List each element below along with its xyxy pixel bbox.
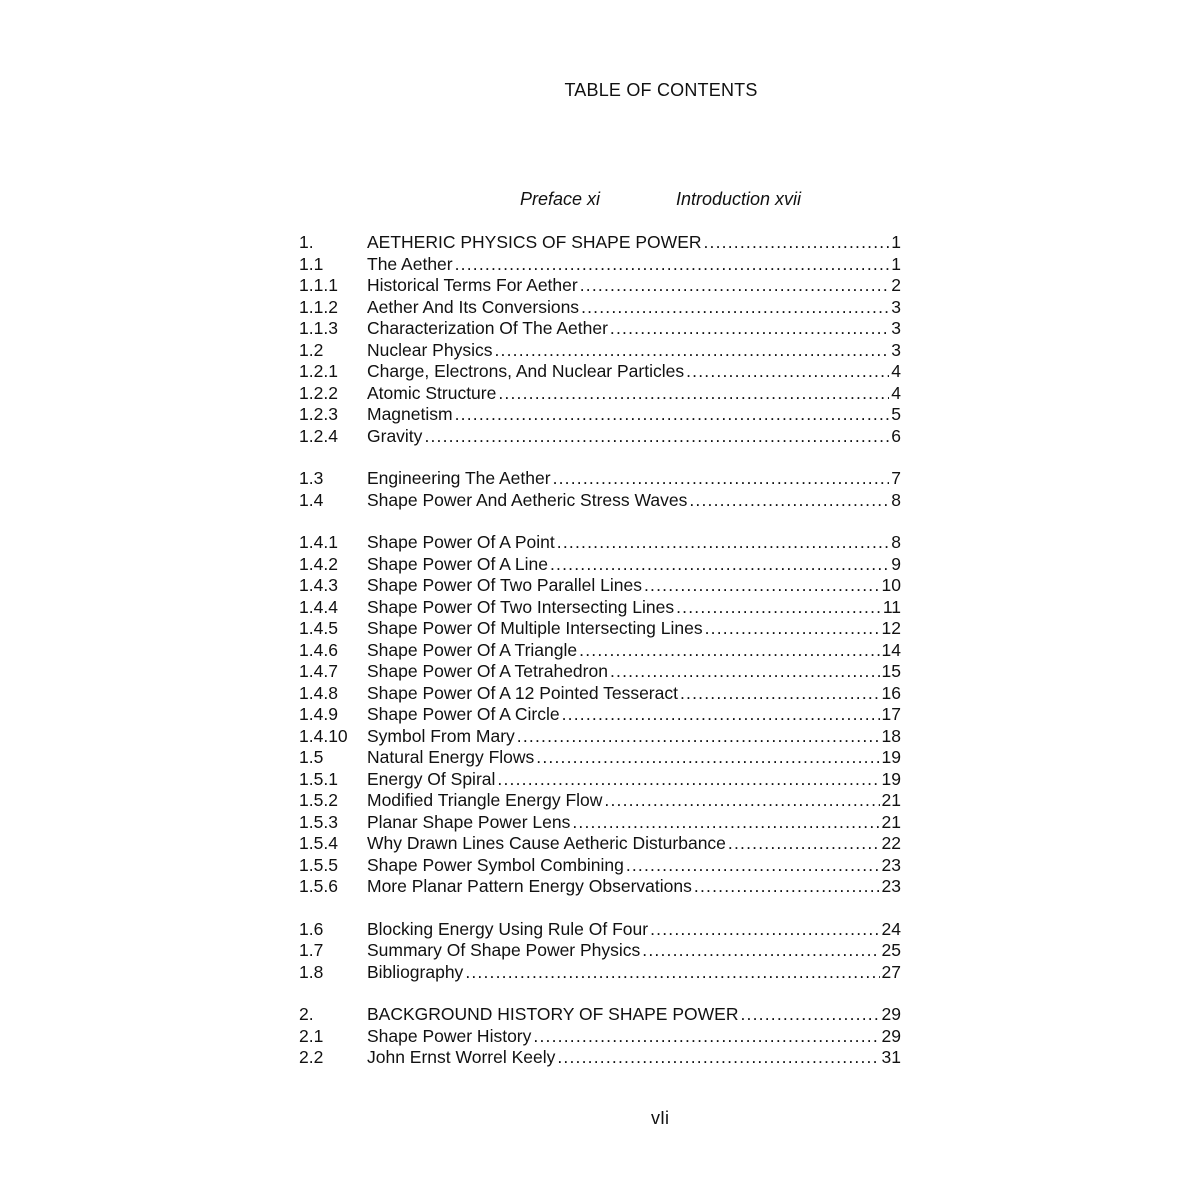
toc-entry bbox=[299, 919, 901, 941]
toc-entry-page: 10 bbox=[881, 575, 901, 595]
toc-entry-page: 17 bbox=[881, 704, 901, 724]
toc-entry bbox=[299, 275, 901, 297]
toc-entry-page: 23 bbox=[881, 854, 901, 875]
dot-leader bbox=[581, 297, 889, 319]
toc-entry-page: 19 bbox=[881, 768, 901, 789]
dot-leader bbox=[455, 404, 890, 426]
toc-entry-page: 25 bbox=[881, 940, 901, 960]
dot-leader bbox=[557, 1047, 879, 1069]
dot-leader bbox=[497, 769, 879, 791]
toc-entry-number: 2. bbox=[299, 1004, 314, 1024]
toc-entry-page: 4 bbox=[891, 382, 901, 403]
toc-entry-title: Bibliography bbox=[367, 961, 464, 982]
toc-entry-title: BACKGROUND HISTORY OF SHAPE POWER bbox=[367, 1004, 739, 1024]
toc-entry-title: Historical Terms For Aether bbox=[367, 275, 578, 295]
toc-entry bbox=[299, 554, 901, 576]
toc-entry-number: 1.2.1 bbox=[299, 361, 338, 381]
dot-leader bbox=[498, 383, 889, 405]
toc-entry-number: 1.4.3 bbox=[299, 575, 338, 595]
toc-entry-title: Magnetism bbox=[367, 404, 453, 424]
toc-entry-number: 1.5.3 bbox=[299, 811, 338, 832]
dot-leader bbox=[604, 790, 879, 812]
dot-leader bbox=[626, 855, 880, 877]
toc-entry-page: 21 bbox=[881, 811, 901, 832]
toc-entry-title: Shape Power Of A Tetrahedron bbox=[367, 661, 608, 681]
toc-entry-number: 1.4.9 bbox=[299, 704, 338, 724]
toc-entry-number: 2.2 bbox=[299, 1047, 324, 1067]
toc-entry bbox=[299, 340, 901, 362]
toc-entry-title: Energy Of Spiral bbox=[367, 768, 496, 789]
toc-entry-title: Shape Power Of A Point bbox=[367, 532, 555, 552]
dot-leader bbox=[644, 575, 880, 597]
toc-entry-page: 1 bbox=[891, 253, 901, 274]
dot-leader bbox=[686, 361, 889, 383]
dot-leader bbox=[642, 940, 879, 962]
toc-entry bbox=[299, 661, 901, 683]
front-matter-introduction: Introduction xvii bbox=[676, 189, 802, 209]
toc-entry bbox=[299, 640, 901, 662]
toc-entry-number: 1.1.2 bbox=[299, 296, 338, 317]
toc-entry bbox=[299, 876, 901, 898]
toc-entry-page: 6 bbox=[891, 425, 901, 446]
toc-entry-page: 8 bbox=[891, 532, 901, 552]
toc-entry bbox=[299, 383, 901, 405]
toc-entry-page: 8 bbox=[891, 489, 901, 510]
toc-entry-number: 1.4.2 bbox=[299, 553, 338, 574]
toc-entry-title: Shape Power Of Two Intersecting Lines bbox=[367, 596, 675, 617]
dot-leader bbox=[494, 340, 889, 362]
page-number: vIi bbox=[651, 1108, 669, 1128]
toc-entry bbox=[299, 683, 901, 705]
toc-entry-page: 14 bbox=[881, 639, 901, 660]
toc-entry-page: 9 bbox=[891, 553, 901, 574]
toc-entry-title: Natural Energy Flows bbox=[367, 747, 535, 767]
dot-leader bbox=[680, 683, 880, 705]
toc-entry bbox=[299, 962, 901, 984]
toc-entry bbox=[299, 1026, 901, 1048]
dot-leader bbox=[465, 962, 879, 984]
dot-leader bbox=[676, 597, 881, 619]
toc-entry-number: 1.5 bbox=[299, 747, 324, 767]
toc-entry-page: 5 bbox=[891, 404, 901, 424]
toc-entry-page: 15 bbox=[881, 661, 901, 681]
dot-leader bbox=[550, 554, 889, 576]
toc-entry-page: 12 bbox=[881, 618, 901, 638]
front-matter-preface: Preface xi bbox=[520, 189, 601, 209]
toc-entry-title: Engineering The Aether bbox=[367, 468, 551, 488]
toc-entry-title: Charge, Electrons, And Nuclear Particles bbox=[367, 361, 685, 381]
dot-leader bbox=[689, 490, 889, 512]
toc-entry-number: 1.4.8 bbox=[299, 682, 338, 703]
toc-entry-number: 1.2.4 bbox=[299, 425, 338, 446]
dot-leader bbox=[562, 704, 880, 726]
toc-entry bbox=[299, 490, 901, 512]
toc-entry bbox=[299, 597, 901, 619]
toc-entry-title: Symbol From Mary bbox=[367, 725, 515, 746]
toc-entry-title: Blocking Energy Using Rule Of Four bbox=[367, 918, 649, 939]
toc-entry-number: 1.5.4 bbox=[299, 833, 338, 853]
toc-entry-number: 1. bbox=[299, 232, 314, 252]
toc-entry-title: John Ernst Worrel Keely bbox=[367, 1047, 556, 1067]
toc-entry bbox=[299, 297, 901, 319]
toc-entry-title: Gravity bbox=[367, 425, 423, 446]
toc-entry-number: 1.6 bbox=[299, 918, 324, 939]
toc-entry-page: 29 bbox=[881, 1004, 901, 1024]
toc-entry bbox=[299, 769, 901, 791]
toc-entry-title: Planar Shape Power Lens bbox=[367, 811, 571, 832]
toc-entry-page: 1 bbox=[891, 232, 901, 252]
toc-list bbox=[299, 232, 901, 1069]
toc-entry-number: 1.4.6 bbox=[299, 639, 338, 660]
toc-entry bbox=[299, 426, 901, 448]
toc-entry bbox=[299, 855, 901, 877]
toc-entry-number: 1.4 bbox=[299, 489, 324, 510]
toc-entry-number: 1.1 bbox=[299, 253, 324, 274]
toc-entry bbox=[299, 575, 901, 597]
toc-entry-title: Shape Power Of Multiple Intersecting Lines bbox=[367, 618, 703, 638]
toc-entry bbox=[299, 532, 901, 554]
toc-entry-number: 1.5.6 bbox=[299, 876, 338, 896]
toc-entry-page: 11 bbox=[882, 596, 901, 617]
dot-leader bbox=[610, 661, 880, 683]
dot-leader bbox=[580, 275, 890, 297]
toc-entry-title: Atomic Structure bbox=[367, 382, 497, 403]
toc-entry-page: 23 bbox=[881, 876, 901, 896]
toc-entry-number: 1.2.2 bbox=[299, 382, 338, 403]
toc-entry-title: Characterization Of The Aether bbox=[367, 318, 608, 338]
toc-entry-title: Summary Of Shape Power Physics bbox=[367, 940, 641, 960]
toc-entry-number: 1.1.3 bbox=[299, 318, 338, 338]
toc-entry bbox=[299, 618, 901, 640]
toc-entry bbox=[299, 833, 901, 855]
toc-entry-number: 1.5.1 bbox=[299, 768, 338, 789]
toc-entry-number: 1.4.1 bbox=[299, 532, 338, 552]
toc-entry-page: 7 bbox=[891, 468, 901, 488]
dot-leader bbox=[740, 1004, 879, 1026]
toc-entry-number: 2.1 bbox=[299, 1025, 324, 1046]
toc-entry-number: 1.2 bbox=[299, 339, 324, 360]
toc-entry-page: 16 bbox=[881, 682, 901, 703]
toc-entry bbox=[299, 940, 901, 962]
toc-entry-title: Shape Power And Aetheric Stress Waves bbox=[367, 489, 688, 510]
toc-entry-title: Shape Power Of A Line bbox=[367, 553, 548, 574]
toc-entry-number: 1.4.10 bbox=[299, 725, 348, 746]
toc-entry-number: 1.8 bbox=[299, 961, 324, 982]
toc-entry-page: 24 bbox=[881, 918, 901, 939]
dot-leader bbox=[728, 833, 880, 855]
toc-entry-page: 21 bbox=[881, 790, 901, 810]
dot-leader bbox=[650, 919, 879, 941]
toc-entry-title: Shape Power Of A Triangle bbox=[367, 639, 578, 660]
toc-entry-page: 29 bbox=[881, 1025, 901, 1046]
toc-entry bbox=[299, 1004, 901, 1026]
toc-entry-number: 1.2.3 bbox=[299, 404, 338, 424]
toc-entry-page: 4 bbox=[891, 361, 901, 381]
dot-leader bbox=[517, 726, 880, 748]
toc-entry-page: 19 bbox=[881, 747, 901, 767]
toc-entry-title: Aether And Its Conversions bbox=[367, 296, 580, 317]
toc-entry-page: 3 bbox=[891, 296, 901, 317]
toc-entry-title: Shape Power Symbol Combining bbox=[367, 854, 624, 875]
toc-entry-title: Modified Triangle Energy Flow bbox=[367, 790, 603, 810]
page-title: TABLE OF CONTENTS bbox=[564, 80, 758, 100]
toc-entry-title: Why Drawn Lines Cause Aetheric Disturbance bbox=[367, 833, 726, 853]
toc-entry-title: The Aether bbox=[367, 253, 453, 274]
dot-leader bbox=[579, 640, 879, 662]
toc-entry-page: 3 bbox=[891, 318, 901, 338]
toc-entry-page: 27 bbox=[881, 961, 901, 982]
toc-entry-title: AETHERIC PHYSICS OF SHAPE POWER bbox=[367, 232, 702, 252]
toc-entry bbox=[299, 232, 901, 254]
toc-entry-page: 31 bbox=[881, 1047, 901, 1067]
toc-entry bbox=[299, 704, 901, 726]
dot-leader bbox=[424, 426, 889, 448]
toc-entry-page: 22 bbox=[881, 833, 901, 853]
toc-entry-number: 1.5.2 bbox=[299, 790, 338, 810]
dot-leader bbox=[553, 468, 890, 490]
dot-leader bbox=[557, 532, 890, 554]
toc-entry-title: Shape Power Of Two Parallel Lines bbox=[367, 575, 642, 595]
toc-entry-page: 2 bbox=[891, 275, 901, 295]
dot-leader bbox=[704, 232, 890, 254]
dot-leader bbox=[533, 1026, 879, 1048]
toc-entry bbox=[299, 254, 901, 276]
toc-entry-title: More Planar Pattern Energy Observations bbox=[367, 876, 692, 896]
toc-entry-title: Nuclear Physics bbox=[367, 339, 493, 360]
toc-entry-number: 1.7 bbox=[299, 940, 324, 960]
dot-leader bbox=[455, 254, 890, 276]
toc-entry-number: 1.4.5 bbox=[299, 618, 338, 638]
toc-entry bbox=[299, 790, 901, 812]
dot-leader bbox=[610, 318, 889, 340]
dot-leader bbox=[694, 876, 880, 898]
dot-leader bbox=[536, 747, 879, 769]
toc-entry bbox=[299, 318, 901, 340]
toc-entry bbox=[299, 812, 901, 834]
toc-entry-title: Shape Power History bbox=[367, 1025, 532, 1046]
toc-entry-page: 3 bbox=[891, 339, 901, 360]
toc-entry-number: 1.5.5 bbox=[299, 854, 338, 875]
toc-entry bbox=[299, 468, 901, 490]
toc-entry bbox=[299, 726, 901, 748]
toc-entry bbox=[299, 361, 901, 383]
toc-entry bbox=[299, 1047, 901, 1069]
toc-entry bbox=[299, 747, 901, 769]
toc-entry bbox=[299, 404, 901, 426]
toc-entry-number: 1.3 bbox=[299, 468, 324, 488]
toc-entry-page: 18 bbox=[881, 725, 901, 746]
dot-leader bbox=[705, 618, 880, 640]
toc-entry-number: 1.1.1 bbox=[299, 275, 338, 295]
toc-entry-number: 1.4.7 bbox=[299, 661, 338, 681]
toc-entry-title: Shape Power Of A Circle bbox=[367, 704, 560, 724]
toc-entry-title: Shape Power Of A 12 Pointed Tesseract bbox=[367, 682, 678, 703]
dot-leader bbox=[572, 812, 879, 834]
toc-entry-number: 1.4.4 bbox=[299, 596, 338, 617]
